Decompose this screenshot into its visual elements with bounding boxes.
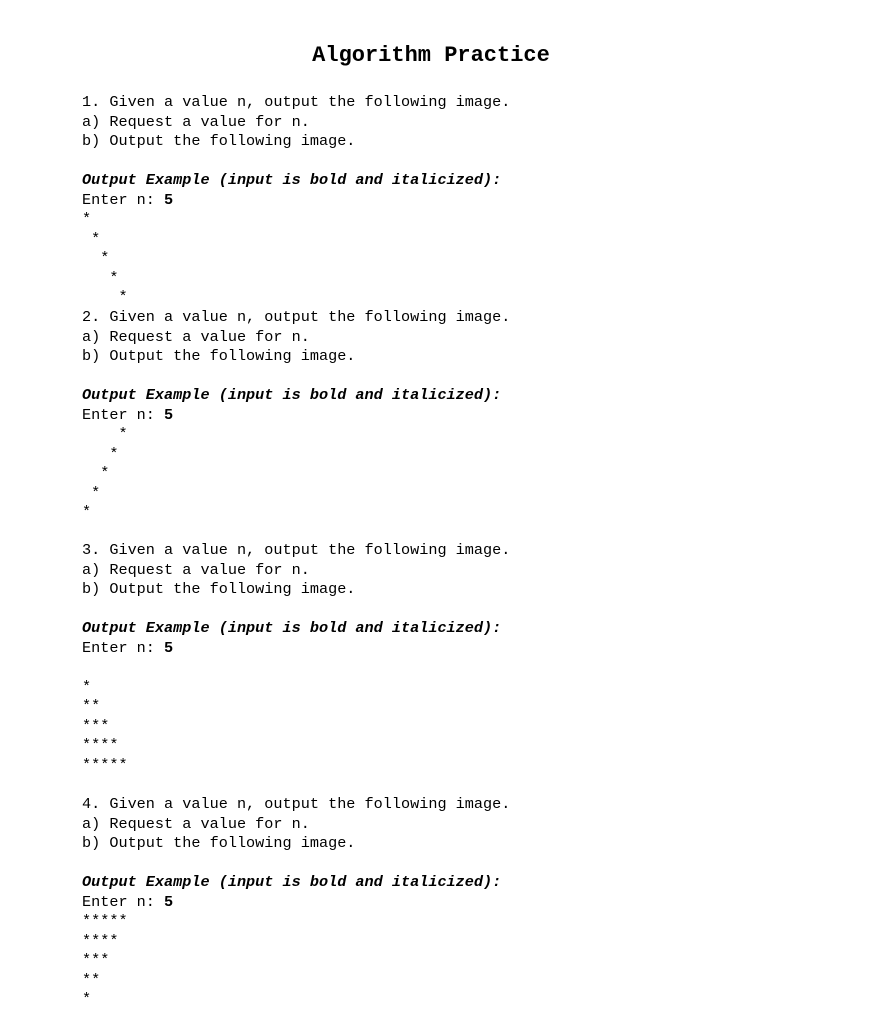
input-prompt: Enter n: — [82, 892, 165, 911]
output-line: *** — [82, 951, 110, 969]
example-heading: Output Example (input is bold and italicized): — [82, 873, 502, 891]
step-b: b) Output the following image. — [82, 580, 356, 598]
input-line — [82, 406, 510, 426]
problem-statement: 3. Given a value n, output the following image. — [82, 541, 511, 559]
output-line: ***** — [82, 912, 128, 930]
step-b: b) Output the following image. — [82, 132, 356, 150]
output-line: * — [82, 503, 92, 521]
example-heading: Output Example (input is bold and italicized): — [82, 171, 502, 189]
input-line — [82, 639, 510, 659]
step-a: a) Request a value for n. — [82, 112, 310, 131]
input-value: 5 — [164, 638, 174, 657]
output-line: ** — [82, 697, 101, 715]
output-line: * — [82, 425, 128, 443]
output-block — [82, 210, 510, 308]
output-line: **** — [82, 931, 119, 950]
output-block — [82, 678, 510, 776]
problem-statement: 1. Given a value n, output the following image. — [82, 93, 511, 111]
output-line: ** — [82, 970, 101, 989]
input-line — [82, 893, 510, 913]
blank-line — [82, 854, 510, 874]
output-line: * — [82, 990, 92, 1008]
output-line: * — [82, 483, 101, 502]
output-line: * — [82, 677, 92, 696]
blank-line — [82, 600, 510, 620]
problem-statement: 2. Given a value n, output the following image. — [82, 308, 511, 326]
problem-2 — [82, 308, 510, 523]
input-prompt: Enter n: — [82, 638, 165, 657]
step-a: a) Request a value for n. — [82, 814, 310, 833]
input-value: 5 — [164, 405, 174, 424]
input-value: 5 — [164, 892, 174, 911]
input-prompt: Enter n: — [82, 405, 165, 424]
example-heading: Output Example (input is bold and italicized): — [82, 386, 502, 404]
output-line: **** — [82, 736, 119, 754]
output-block — [82, 425, 510, 523]
output-line: * — [82, 210, 92, 228]
blank-line — [82, 367, 510, 387]
input-prompt: Enter n: — [82, 190, 165, 209]
page-title: Algorithm Practice — [312, 43, 550, 68]
blank-line — [82, 152, 510, 172]
output-line: ***** — [82, 755, 128, 774]
problem-statement: 4. Given a value n, output the following image. — [82, 795, 511, 813]
output-line: * — [82, 249, 110, 267]
input-value: 5 — [164, 190, 174, 209]
example-heading: Output Example (input is bold and italicized): — [82, 619, 502, 637]
output-line: * — [82, 464, 110, 482]
blank-line — [82, 658, 510, 678]
output-line: *** — [82, 716, 110, 735]
input-line — [82, 191, 510, 211]
output-line: * — [82, 229, 101, 248]
output-line: * — [82, 268, 119, 287]
step-b: b) Output the following image. — [82, 834, 356, 852]
output-line: * — [82, 288, 128, 306]
problem-3 — [82, 541, 510, 775]
step-a: a) Request a value for n. — [82, 560, 310, 579]
step-a: a) Request a value for n. — [82, 327, 310, 346]
problem-4 — [82, 795, 510, 1010]
output-line: * — [82, 444, 119, 463]
step-b: b) Output the following image. — [82, 347, 356, 365]
problem-1 — [82, 93, 510, 308]
output-block — [82, 912, 510, 1010]
